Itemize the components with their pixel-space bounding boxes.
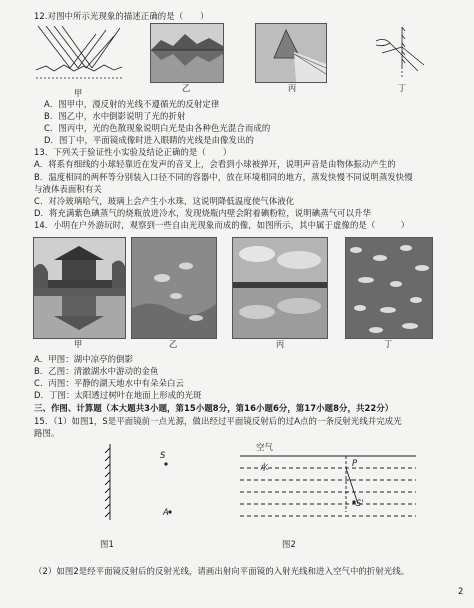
q14-label-yi: 乙 (168, 339, 178, 349)
q12-stem: 12.对图中所示光现象的描述正确的是（ ） (34, 11, 209, 21)
figure-1-caption: 图1 (100, 539, 114, 549)
q13-option-c: C．对冷玻璃哈气，玻璃上会产生小水珠，这说明降低温度使气体液化 (34, 196, 295, 206)
q14-label-ding: 丁 (383, 339, 393, 349)
figure-2-label-water: 水 (260, 462, 269, 472)
q14-photo-jia (33, 237, 126, 339)
q13-option-d: D．将充满紫色碘蒸气的烧瓶放进冷水，发现烧瓶内壁会附着碘粉粒，说明碘蒸气可以升华 (34, 208, 372, 218)
q12-option-b: B．图乙中，水中倒影说明了光的折射 (44, 111, 186, 121)
figure-1-label-a: A (163, 507, 169, 517)
page-number: 2 (458, 586, 464, 596)
q13-option-b-cont: 与液体表面积有关 (34, 184, 102, 194)
q13-option-a: A．将系有细线的小球轻靠近在发声的音叉上，会看到小球被弹开，说明声音是由物体振动产生的 (34, 159, 396, 169)
q12-option-d: D．图丁中，平面镜成像时进入眼睛的光线是由像发出的 (44, 135, 254, 145)
q12-label-yi: 乙 (181, 83, 191, 93)
q12-figure-ding (372, 25, 430, 83)
q14-photo-bing (232, 237, 328, 339)
q14-option-b: B．乙图：清澈湖水中游动的金鱼 (34, 366, 159, 376)
q12-option-c: C．图丙中，光的色散现象说明白光是由各种色光混合而成的 (44, 123, 271, 133)
q15-line1: 15．（1）如图1，S是平面镜前一点光源，做出经过平面镜反射后的过A点的一条反射光线并完成光 (34, 416, 402, 426)
q14-stem: 14．小明在户外游玩时，观察到一些自由光现象而成的像，如图所示，其中属于虚像的是（ ） (34, 220, 410, 230)
q14-label-jia: 甲 (73, 339, 83, 349)
q13-stem: 13．下列关于验证性小实验及结论正确的是（ ） (34, 147, 232, 157)
q14-photo-ding (345, 237, 433, 339)
q13-option-b: B．温度相同的两杯等分别装入口径不同的容器中，放在环境相同的地方，蒸发快慢不同说明蒸发快慢 (34, 172, 413, 182)
q14-label-bing: 丙 (275, 339, 285, 349)
q14-option-c: C．丙图：平静的湖天地水中有朵朵白云 (34, 378, 185, 388)
q15-line2: 路图。 (34, 428, 60, 438)
q12-label-jia: 甲 (73, 88, 83, 98)
section3-title: 三、作图、计算题（本大题共3小题，第15小题8分，第16小题6分，第17小题8分，共22分） (34, 403, 394, 413)
q14-photo-yi (131, 237, 217, 339)
q12-label-bing: 丙 (287, 83, 297, 93)
figure-2-label-air: 空气 (256, 442, 273, 452)
figure-2-label-p: P (352, 458, 358, 468)
figure-1-label-s: S (160, 450, 166, 460)
q15-part2: （2）如图2是经平面镜反射后的反射光线，请画出射向平面镜的入射光线和进入空气中的折射光线。 (34, 566, 410, 576)
q12-option-a: A．图甲中，漫反射的光线不遵循光的反射定律 (44, 99, 220, 109)
figure-2 (238, 440, 418, 530)
figure-1 (100, 440, 210, 530)
figure-2-label-s-prime: S' (356, 498, 364, 508)
q12-figure-jia (32, 24, 124, 86)
q12-photo-yi (150, 23, 224, 83)
q14-option-d: D．丁图：太阳透过树叶在地面上形成的光斑 (34, 390, 202, 400)
q14-option-a: A．甲图：湖中凉亭的倒影 (34, 354, 134, 364)
q12-label-ding: 丁 (397, 83, 407, 93)
q12-photo-bing (255, 23, 327, 83)
figure-2-caption: 图2 (282, 539, 296, 549)
